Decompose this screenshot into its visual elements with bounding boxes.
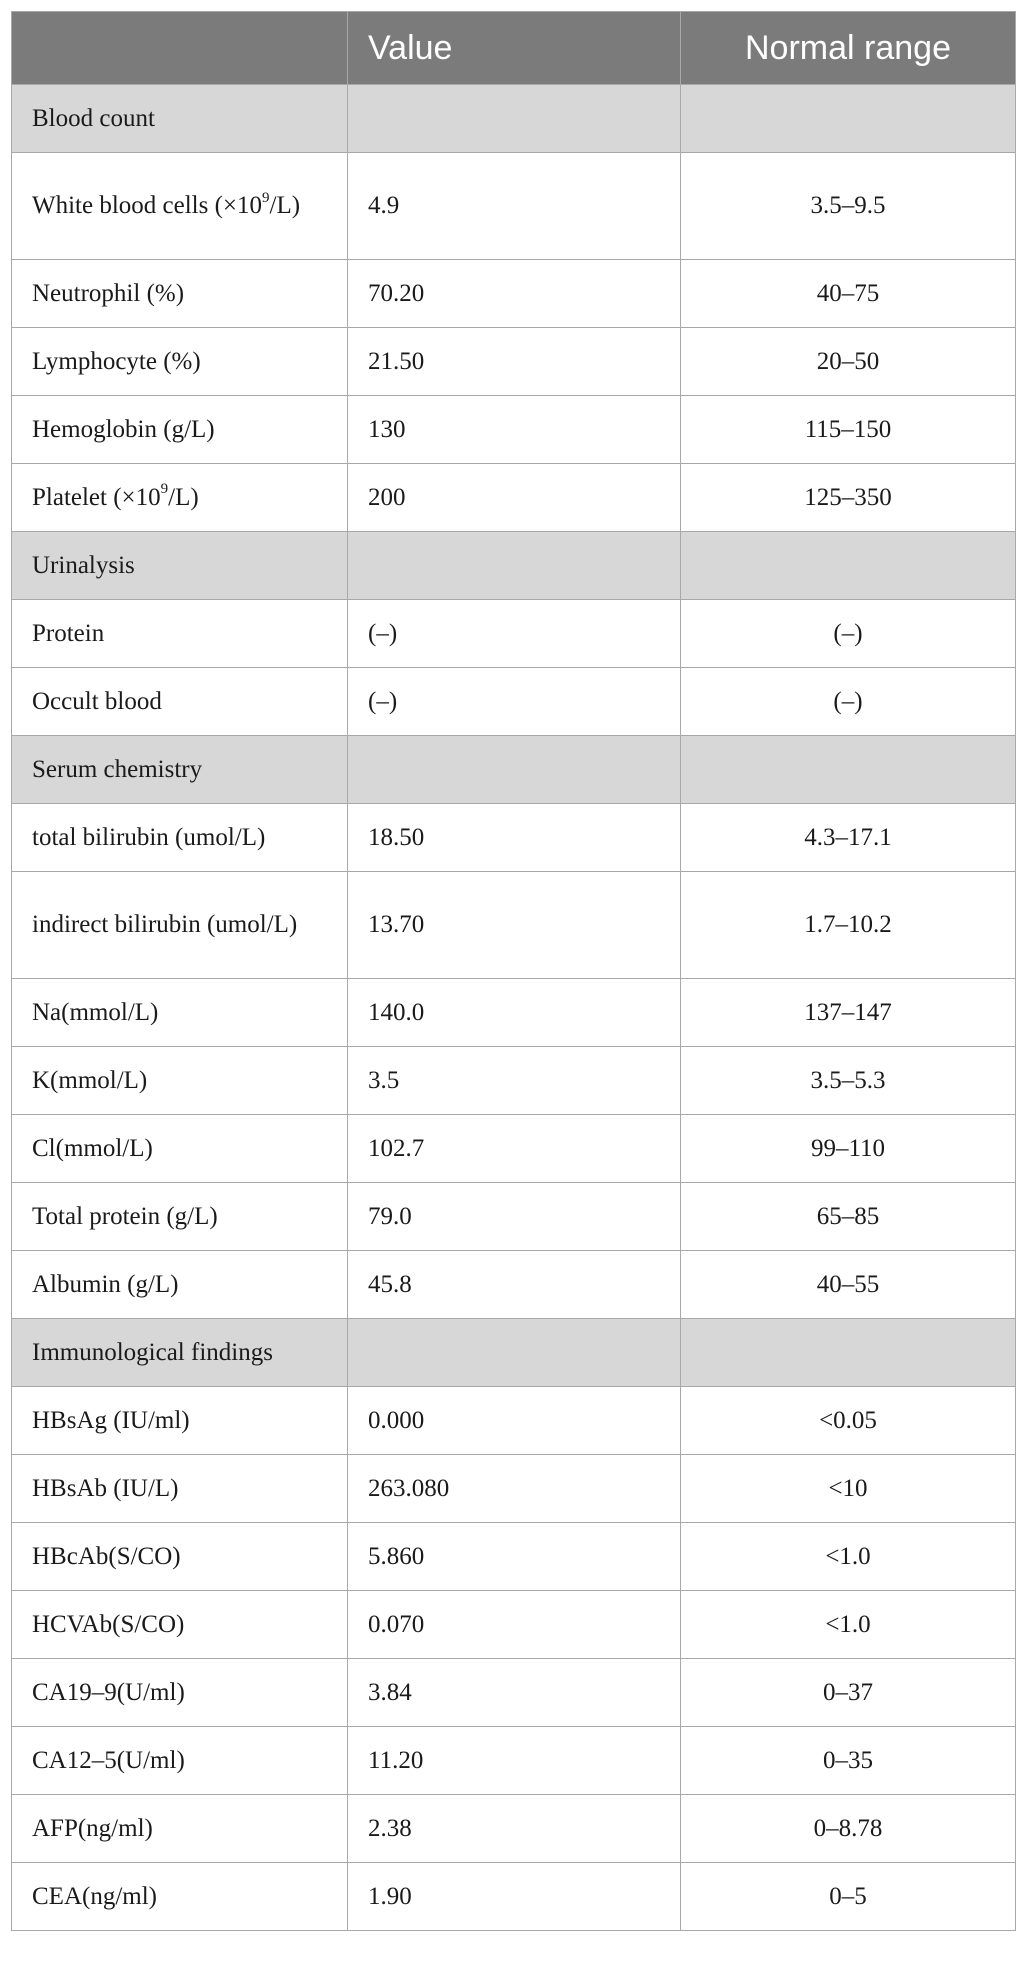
section-title: Urinalysis (12, 532, 348, 600)
table-row (12, 1183, 1016, 1251)
parameter-name: Neutrophil (%) (12, 260, 348, 328)
table-row (12, 1523, 1016, 1591)
parameter-range: <1.0 (681, 1591, 1016, 1659)
parameter-name: Cl(mmol/L) (12, 1115, 348, 1183)
parameter-range: 20–50 (681, 328, 1016, 396)
parameter-value: 1.90 (348, 1863, 681, 1931)
parameter-range: <1.0 (681, 1523, 1016, 1591)
parameter-name: HBcAb(S/CO) (12, 1523, 348, 1591)
table-row (12, 600, 1016, 668)
table-row (12, 1387, 1016, 1455)
table-row (12, 804, 1016, 872)
parameter-value: 200 (348, 464, 681, 532)
section-row-immunological-findings (12, 1319, 1016, 1387)
table-row (12, 1727, 1016, 1795)
table-row (12, 668, 1016, 736)
parameter-range: 137–147 (681, 979, 1016, 1047)
parameter-range: 0–37 (681, 1659, 1016, 1727)
parameter-range: (–) (681, 600, 1016, 668)
parameter-value: 21.50 (348, 328, 681, 396)
parameter-value: (–) (348, 668, 681, 736)
parameter-value: 18.50 (348, 804, 681, 872)
parameter-name: Total protein (g/L) (12, 1183, 348, 1251)
parameter-name: Albumin (g/L) (12, 1251, 348, 1319)
header-normal-range: Normal range (681, 12, 1016, 85)
parameter-range: 0–5 (681, 1863, 1016, 1931)
parameter-name: HBsAg (IU/ml) (12, 1387, 348, 1455)
parameter-range: 99–110 (681, 1115, 1016, 1183)
parameter-value: 2.38 (348, 1795, 681, 1863)
parameter-name: Occult blood (12, 668, 348, 736)
table-row (12, 1591, 1016, 1659)
parameter-value: 11.20 (348, 1727, 681, 1795)
table-row (12, 1251, 1016, 1319)
parameter-range: 0–8.78 (681, 1795, 1016, 1863)
parameter-range: 3.5–5.3 (681, 1047, 1016, 1115)
parameter-name: Hemoglobin (g/L) (12, 396, 348, 464)
parameter-value: 79.0 (348, 1183, 681, 1251)
header-parameter (12, 12, 348, 85)
table-row (12, 979, 1016, 1047)
table-row (12, 260, 1016, 328)
table-row (12, 1115, 1016, 1183)
table-row (12, 396, 1016, 464)
parameter-name: indirect bilirubin (umol/L) (12, 872, 348, 979)
parameter-name: White blood cells $(\times 10^9/L)$ (12, 153, 348, 260)
parameter-range: 40–75 (681, 260, 1016, 328)
parameter-name: HBsAb (IU/L) (12, 1455, 348, 1523)
table-row (12, 1047, 1016, 1115)
section-title: Immunological findings (12, 1319, 348, 1387)
table-row (12, 1659, 1016, 1727)
parameter-value: 70.20 (348, 260, 681, 328)
header-value: Value (348, 12, 681, 85)
table-row (12, 1795, 1016, 1863)
table-row (12, 1455, 1016, 1523)
parameter-name: K(mmol/L) (12, 1047, 348, 1115)
parameter-range: 65–85 (681, 1183, 1016, 1251)
parameter-range: <10 (681, 1455, 1016, 1523)
parameter-value: 0.070 (348, 1591, 681, 1659)
parameter-name: CA12–5(U/ml) (12, 1727, 348, 1795)
parameter-range: 4.3–17.1 (681, 804, 1016, 872)
section-row-blood-count (12, 85, 1016, 153)
parameter-value: 3.5 (348, 1047, 681, 1115)
parameter-range: 40–55 (681, 1251, 1016, 1319)
parameter-range: 3.5–9.5 (681, 153, 1016, 260)
parameter-range: (–) (681, 668, 1016, 736)
parameter-name: Lymphocyte (%) (12, 328, 348, 396)
parameter-value: (–) (348, 600, 681, 668)
parameter-name: Protein (12, 600, 348, 668)
parameter-range: 1.7–10.2 (681, 872, 1016, 979)
parameter-value: 140.0 (348, 979, 681, 1047)
parameter-value: 102.7 (348, 1115, 681, 1183)
parameter-value: 4.9 (348, 153, 681, 260)
table-row (12, 1863, 1016, 1931)
parameter-range: 125–350 (681, 464, 1016, 532)
parameter-value: 45.8 (348, 1251, 681, 1319)
section-title: Blood count (12, 85, 348, 153)
table-row (12, 464, 1016, 532)
parameter-name: AFP(ng/ml) (12, 1795, 348, 1863)
parameter-name: HCVAb(S/CO) (12, 1591, 348, 1659)
parameter-name: CEA(ng/ml) (12, 1863, 348, 1931)
parameter-value: 0.000 (348, 1387, 681, 1455)
parameter-name: CA19–9(U/ml) (12, 1659, 348, 1727)
parameter-value: 263.080 (348, 1455, 681, 1523)
parameter-value: 5.860 (348, 1523, 681, 1591)
section-row-serum-chemistry (12, 736, 1016, 804)
table-row (12, 872, 1016, 979)
parameter-range: 0–35 (681, 1727, 1016, 1795)
section-row-urinalysis (12, 532, 1016, 600)
parameter-value: 3.84 (348, 1659, 681, 1727)
parameter-name: Na(mmol/L) (12, 979, 348, 1047)
parameter-range: <0.05 (681, 1387, 1016, 1455)
parameter-value: 130 (348, 396, 681, 464)
parameter-name: total bilirubin (umol/L) (12, 804, 348, 872)
table-row (12, 153, 1016, 260)
lab-results-table (11, 11, 1016, 1931)
section-title: Serum chemistry (12, 736, 348, 804)
parameter-value: 13.70 (348, 872, 681, 979)
parameter-range: 115–150 (681, 396, 1016, 464)
header-row (12, 12, 1016, 85)
table-row (12, 328, 1016, 396)
parameter-name: Platelet $(\times 10^9/L)$ (12, 464, 348, 532)
